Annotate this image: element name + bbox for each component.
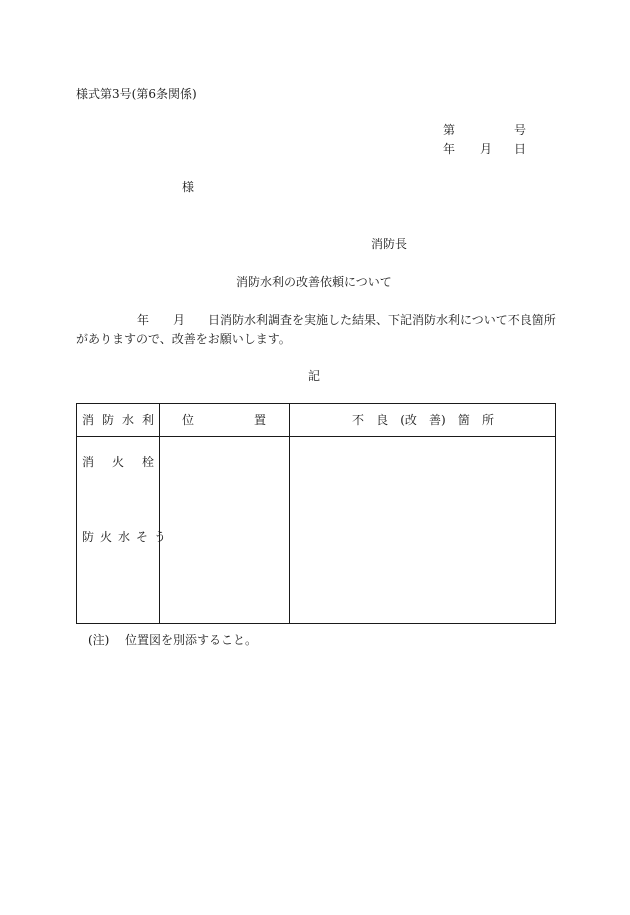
header-water-char: 防 (101, 413, 114, 427)
header-defect-part: 良 (376, 413, 389, 427)
header-defect-part: (改 (400, 413, 417, 427)
row-hydrant-char: 火 (111, 455, 124, 469)
body-month: 月 (173, 313, 186, 327)
note-marker: (注) (88, 633, 110, 647)
header-location-char: 置 (253, 413, 266, 427)
document-title: 消防水利の改善依頼について (236, 275, 392, 289)
table-col-divider-2 (289, 403, 290, 624)
doc-number-suffix: 号 (514, 123, 527, 137)
doc-number-prefix: 第 (443, 123, 456, 137)
addressee-suffix: 様 (182, 180, 195, 194)
note-text: 位置図を別添すること。 (125, 633, 258, 647)
header-defect-part: 善) (429, 413, 446, 427)
body-line-2: がありますので、改善をお願いします。 (76, 332, 291, 346)
header-water-char: 消 (82, 413, 95, 427)
table-border-right (555, 403, 556, 624)
header-location-char: 位 (182, 413, 195, 427)
row-fire-hydrant (82, 456, 154, 468)
header-location (182, 414, 266, 426)
date-day: 日 (514, 142, 527, 156)
ki-heading: 記 (308, 369, 321, 383)
body-year: 年 (137, 313, 150, 327)
header-water-char: 利 (141, 413, 154, 427)
table-header-divider (76, 436, 556, 437)
table-border-top (76, 403, 556, 404)
header-defect (352, 414, 494, 426)
sender-title: 消防長 (371, 237, 408, 251)
row-hydrant-char: 消 (82, 455, 95, 469)
date-month: 月 (480, 142, 493, 156)
table-col-divider-1 (159, 403, 160, 624)
body-line-1: 日消防水利調査を実施した結果、下記消防水利について不良箇所 (208, 313, 556, 327)
form-label: 様式第3号(第6条関係) (76, 87, 197, 101)
row-fire-water-tank: 防火水そう (82, 530, 173, 544)
header-defect-part: 所 (481, 413, 494, 427)
header-defect-part: 箇 (457, 413, 470, 427)
header-defect-part: 不 (352, 413, 365, 427)
header-water-source (82, 414, 154, 426)
table-border-left (76, 403, 77, 624)
header-water-char: 水 (121, 413, 134, 427)
date-year: 年 (443, 142, 456, 156)
row-hydrant-char: 栓 (141, 455, 154, 469)
table-border-bottom (76, 623, 556, 624)
